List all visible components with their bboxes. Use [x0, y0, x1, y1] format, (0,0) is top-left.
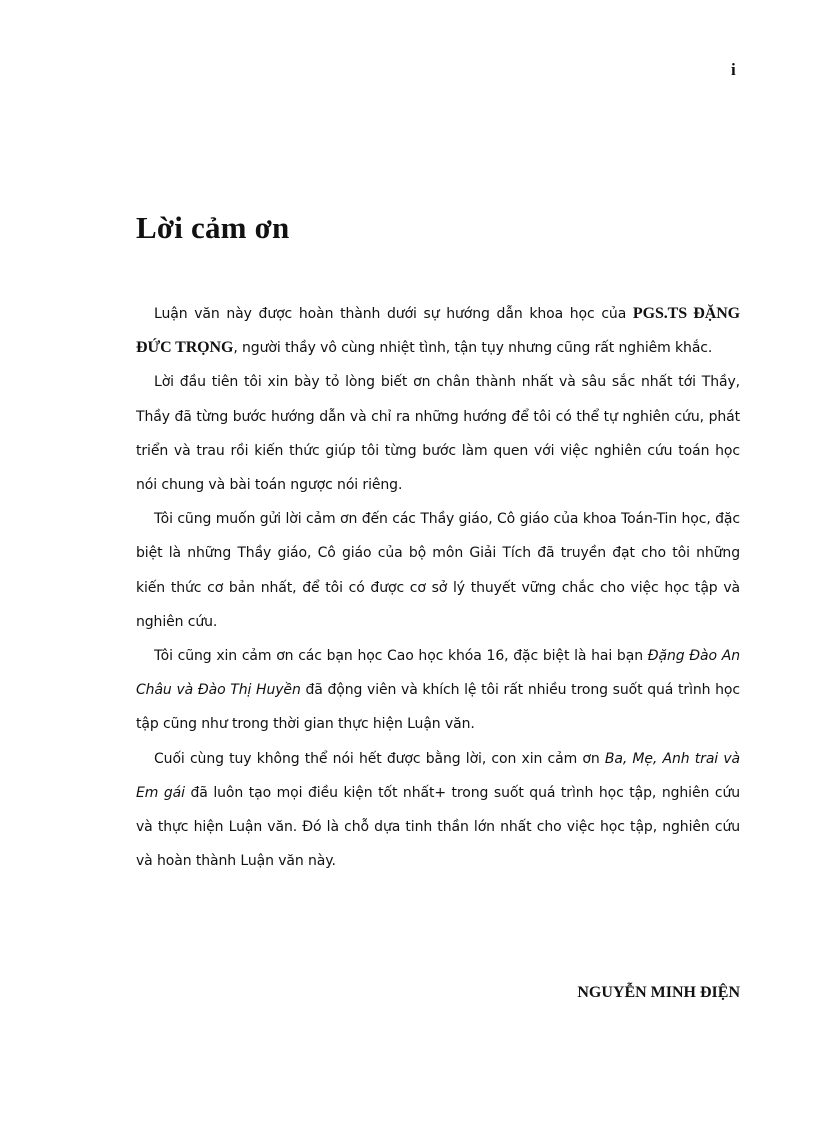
- paragraph-5-text-b: đã luôn tạo mọi điều kiện tốt nhất+ trong suốt quá trình học tập, nghiên cứu và thực hiện Luận văn. Đó là chỗ dựa tinh thần lớn nhất cho việc học tập, nghiên cứu và hoàn thành Luận văn này.: [136, 784, 740, 870]
- advisor-name: PGS.TS ĐẶNG ĐỨC TRỌNG: [136, 305, 740, 357]
- acknowledgement-body: [136, 297, 740, 878]
- paragraph-4-text-b: đã động viên và khích lệ tôi rất nhiều trong suốt quá trình học tập cũng như trong thời gian thực hiện Luận văn.: [136, 682, 740, 733]
- family-names: Ba, Mẹ, Anh trai và Em gái: [136, 750, 740, 801]
- paragraph-1: [136, 297, 740, 365]
- author-signature: NGUYỄN MINH ĐIỆN: [577, 984, 740, 1001]
- paragraph-2-text: Lời đầu tiên tôi xin bày tỏ lòng biết ơn chân thành nhất và sâu sắc nhất tới Thầy, Thầy đã từng bước hướng dẫn và chỉ ra những hướng để tôi có thể tự nghiên cứu, phát triển và trau rồi kiến thức giúp tôi từng bước làm quen với việc nghiên cứu toán học nói chung và bài toán ngược nói riêng.: [136, 374, 740, 494]
- paragraph-3: [136, 502, 740, 639]
- paragraph-1-text-a: Luận văn này được hoàn thành dưới sự hướng dẫn khoa học của: [154, 306, 633, 322]
- paragraph-5: [136, 742, 740, 879]
- paragraph-3-text: Tôi cũng muốn gửi lời cảm ơn đến các Thầy giáo, Cô giáo của khoa Toán-Tin học, đặc biệt là những Thầy giáo, Cô giáo của bộ môn Giải Tích đã truyền đạt cho tôi những kiến thức cơ bản nhất, để tôi có được cơ sở lý thuyết vững chắc cho việc học tập và nghiên cứu.: [136, 511, 740, 630]
- paragraph-1-text-b: , người thầy vô cùng nhiệt tình, tận tụy nhưng cũng rất nghiêm khắc.: [233, 340, 713, 357]
- classmates-names: Đặng Đào An Châu và Đào Thị Huyền: [136, 648, 740, 699]
- paragraph-4-text-a: Tôi cũng xin cảm ơn các bạn học Cao học khóa 16, đặc biệt là hai bạn: [154, 648, 648, 665]
- page-number: i: [731, 60, 736, 79]
- page-title: Lời cảm ơn: [136, 210, 290, 245]
- paragraph-4: [136, 639, 740, 742]
- paragraph-5-text-a: Cuối cùng tuy không thể nói hết được bằng lời, con xin cảm ơn: [154, 750, 605, 767]
- paragraph-2: [136, 365, 740, 502]
